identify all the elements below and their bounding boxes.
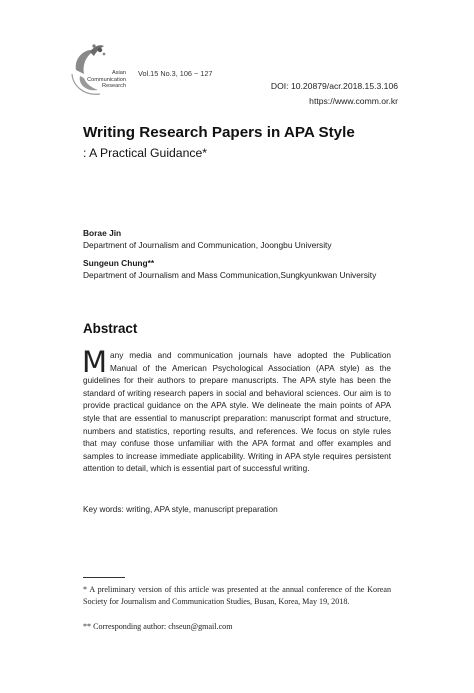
footnote-divider	[83, 577, 125, 578]
abstract-heading: Abstract	[83, 321, 138, 336]
author-affiliation: Department of Journalism and Communication, Joongbu University	[83, 240, 332, 250]
abstract-text: any media and communication journals have adopted the Publication Manual of the American Psychological Association (APA style) as the guidelines for their authors to prepare manuscripts. The APA style has been the standard of writing research papers in social and behavioral sciences. Our aim is to provide practical guidance on the APA style. We delineate the main points of APA style that are essential to manuscript preparation: manuscript format and structure, numbers and statistics, reporting results, and references. We focus on style rules that may confuse those unfamiliar with the APA format and offer examples and samples to increase immediate applicability. Writing in APA style requires persistent attention to detail, which is essential part of successful writing.	[83, 351, 391, 474]
author-block-2	[83, 257, 376, 281]
paper-title: Writing Research Papers in APA Style	[83, 124, 355, 141]
abstract-body	[82, 345, 391, 476]
author-name: Sungeun Chung**	[83, 258, 155, 268]
abstract-dropcap: M	[82, 345, 108, 379]
logo-line-3: Research	[102, 83, 126, 90]
logo-line-1: Asian	[112, 70, 126, 76]
author-block-1	[83, 227, 332, 251]
footnote-2: ** Corresponding author: chseun@gmail.com	[83, 622, 233, 631]
volume-pages: Vol.15 No.3, 106 ~ 127	[138, 69, 213, 78]
journal-logo-text	[86, 70, 126, 90]
author-name: Borae Jin	[83, 228, 122, 238]
doi-text[interactable]: DOI: 10.20879/acr.2018.15.3.106	[270, 81, 398, 91]
keywords-label: Key words:	[83, 505, 124, 514]
logo-line-2: Communication	[87, 76, 126, 83]
doi-block	[271, 79, 398, 109]
paper-subtitle: : A Practical Guidance*	[83, 146, 207, 160]
journal-url[interactable]: https://www.comm.or.kr	[309, 96, 398, 106]
keywords-line	[83, 505, 278, 514]
author-affiliation: Department of Journalism and Mass Communication,Sungkyunkwan University	[83, 270, 377, 280]
footnote-1: * A preliminary version of this article was presented at the annual conference of the Korean Society for Journalism and Communication Studies, Busan, Korea, May 19, 2018.	[83, 585, 391, 606]
keywords-text: writing, APA style, manuscript preparation	[123, 505, 278, 514]
